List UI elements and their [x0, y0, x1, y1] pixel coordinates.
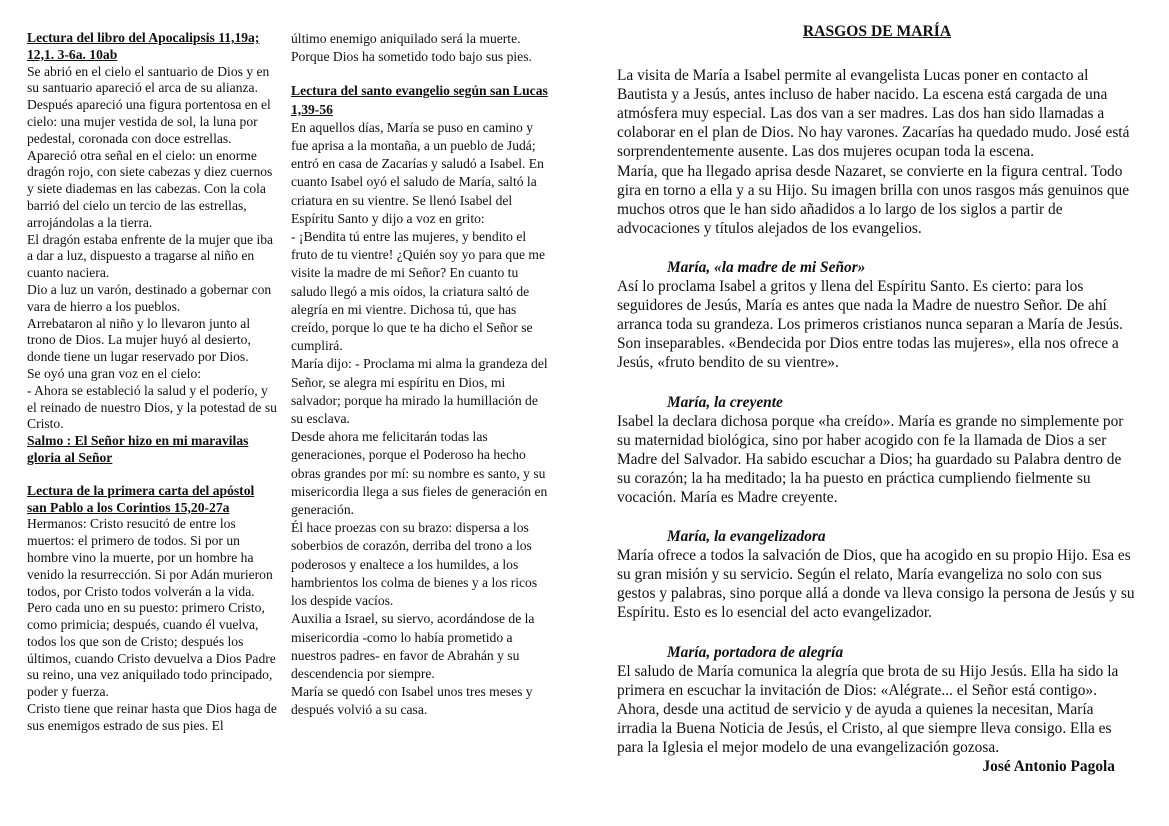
gospel-paragraph: Desde ahora me felicitarán todas las generaciones, porque el Poderoso ha hecho obras grandes por mí: su nombre es santo, y su misericordia llega a sus fieles de generación en generación.	[291, 429, 548, 518]
section-text: Isabel la declara dichosa porque «ha creído». María es grande no simplemente por su maternidad biológica, sino por haber acogido con fe la llamada de Dios a ser Madre del Salvador. Ha sabido escuchar a Dios; ha guardado su Palabra dentro de su corazón; la ha meditado; la ha puesto en práctica cumpliendo fielmente su vocación. María es Madre creyente.	[617, 412, 1124, 506]
reading1-paragraph: Se oyó una gran voz en el cielo:	[27, 365, 202, 381]
gospel-paragraph: Él hace proezas con su brazo: dispersa a los soberbios de corazón, derriba del trono a los poderosos y enaltece a los humildes, a los hambrientos los colma de bienes y a los ricos los despide vacíos.	[291, 520, 538, 609]
reading1-heading: Lectura del libro del Apocalipsis 11,19a; 12,1. 3-6a. 10ab	[27, 30, 260, 62]
readings-column-2	[291, 30, 553, 720]
section-alegria	[617, 643, 1137, 776]
reading2-continuation: Porque Dios ha sometido todo bajo sus pies.	[291, 49, 532, 65]
author-signature: José Antonio Pagola	[982, 758, 1115, 776]
gospel-paragraph: Auxilia a Israel, su siervo, acordándose de la misericordia -como lo había prometido a nuestros padres- en favor de Abrahán y su descendencia por siempre.	[291, 611, 535, 681]
gospel-paragraph: - ¡Bendita tú entre las mujeres, y bendito el fruto de tu vientre! ¿Quién soy yo para que me visite la madre de mi Señor? En cuanto tu saludo llegó a mis oídos, la criatura saltó de alegría en mi vientre. Dichosa tú, que has creído, porque lo que te ha dicho el Señor se cumplirá.	[291, 229, 546, 354]
section-text: María ofrece a todos la salvación de Dios, que ha acogido en su propio Hijo. Esa es su gran misión y su servicio. Según el relato, María evangeliza no solo con sus gestos y palabras, sino porque allá a donde va lleva consigo la persona de Jesús y su Espíritu. Esto es lo esencial del acto evangelizador.	[617, 547, 1135, 622]
intro-paragraph: María, que ha llegado aprisa desde Nazaret, se convierte en la figura central. Todo gira en torno a ella y a su Hijo. Su imagen brilla con unos rasgos más genuinos que muchos otros que le han sido añadidos a lo largo de los siglos a partir de advocaciones y títulos alejados de los evangelios.	[617, 162, 1130, 237]
reading2-heading: Lectura de la primera carta del apóstol san Pablo a los Corintios 15,20-27a	[27, 482, 255, 515]
reading2-paragraph: Cristo tiene que reinar hasta que Dios haga de sus enemigos estrado de sus pies. El	[27, 701, 277, 733]
reading1-paragraph: Arrebataron al niño y lo llevaron junto al trono de Dios. La mujer huyó al desierto, donde tiene un lugar reservado por Dios.	[27, 315, 251, 365]
section-text: Así lo proclama Isabel a gritos y llena del Espíritu Santo. Es cierto: para los seguidores de Jesús, María es antes que nada la Madre de nuestro Señor. De ahí arranca toda su grandeza. Los primeros cristianos nunca separan a María de Jesús. Son inseparables. «Bendecida por Dios entre todas las mujeres», ella nos ofrece a Jesús, «fruto bendito de su vientre».	[617, 278, 1123, 372]
readings-column-1	[27, 30, 277, 735]
gospel-paragraph: En aquellos días, María se puso en camino y fue aprisa a la montaña, a un pueblo de Judá; entró en casa de Zacarías y saludó a Isabel. En cuanto Isabel oyó el saludo de María, saltó la criatura en su vientre. Se llenó Isabel del Espíritu Santo y dijo a voz en grito:	[291, 119, 544, 226]
section-heading: María, la evangelizadora	[667, 528, 826, 546]
commentary-title: RASGOS DE MARÍA	[802, 23, 952, 40]
section-evangelizadora	[617, 527, 1137, 622]
section-text: El saludo de María comunica la alegría que brota de su Hijo Jesús. Ella ha sido la primera en escuchar la invitación de Dios: «Alégrate... el Señor está contigo». Ahora, desde una actitud de servicio y de ayuda a quienes la necesitan, María irradia la Buena Noticia de Jesús, el Cristo, al que siempre lleva consigo. Ella es para la Iglesia el mejor modelo de una evangelización gozosa.	[617, 662, 1119, 756]
reading1-paragraph: Dio a luz un varón, destinado a gobernar con vara de hierro a los pueblos.	[27, 281, 272, 314]
intro-paragraph: La visita de María a Isabel permite al evangelista Lucas poner en contacto al Bautista y a Jesús, antes incluso de haber nacido. La escena está cargada de una atmósfera muy especial. Las dos van a ser madres. Las dos han sido llamadas a colaborar en el plan de Dios. No hay varones. Zacarías ha quedado mudo. José está sorprendentemente ausente. Las dos mujeres ocupan toda la escena.	[617, 67, 1130, 161]
gospel-paragraph: María se quedó con Isabel unos tres meses y después volvió a su casa.	[291, 684, 533, 718]
section-text-with-author	[617, 662, 1137, 776]
section-heading: María, «la madre de mi Señor»	[667, 258, 866, 276]
section-madre	[617, 258, 1137, 373]
section-heading: María, portadora de alegría	[667, 643, 844, 661]
spacer	[27, 467, 277, 483]
section-heading: María, la creyente	[667, 393, 783, 411]
section-creyente	[617, 393, 1137, 508]
gospel-paragraph: María dijo: - Proclama mi alma la grandeza del Señor, se alegra mi espíritu en Dios, mi salvador; porque ha mirado la humillación de su esclava.	[291, 356, 548, 427]
commentary-column	[617, 22, 1137, 776]
spacer	[291, 66, 553, 82]
reading2-paragraph: Pero cada uno en su puesto: primero Cristo, como primicia; después, cuando él vuelva, todos los que son de Cristo; después los últimos, cuando Cristo devuelva a Dios Padre su reino, una vez aniquilado todo principado, poder y fuerza.	[27, 600, 276, 700]
reading1-paragraph: Apareció otra señal en el cielo: un enorme dragón rojo, con siete cabezas y diez cuernos y siete diademas en las cabezas. Con la cola barrió del cielo un tercio de las estrellas, arrojándolas a la tierra.	[27, 147, 273, 230]
psalm-heading: Salmo : El Señor hizo en mi maravilas gloria al Señor	[27, 433, 249, 465]
gospel-heading: Lectura del santo evangelio según san Lucas 1,39-56	[291, 83, 548, 117]
reading2-continuation: último enemigo aniquilado será la muerte.	[291, 31, 521, 46]
reading1-paragraph: Se abrió en el cielo el santuario de Dios y en su santuario apareció el arca de su alianza. Después apareció una figura portentosa en el cielo: una mujer vestida de sol, la luna por pedestal, coronada con doce estrellas.	[27, 63, 271, 146]
reading2-paragraph: Hermanos: Cristo resucitó de entre los muertos: el primero de todos. Si por un hombre vino la muerte, por un hombre ha venido la resurrección. Si por Adán murieron todos, por Cristo todos volverán a la vida.	[27, 516, 273, 599]
reading1-paragraph: - Ahora se estableció la salud y el poderío, y el reinado de nuestro Dios, y la potestad de su Cristo.	[27, 382, 277, 432]
reading1-paragraph: El dragón estaba enfrente de la mujer que iba a dar a luz, dispuesto a tragarse al niño en cuanto naciera.	[27, 231, 274, 281]
